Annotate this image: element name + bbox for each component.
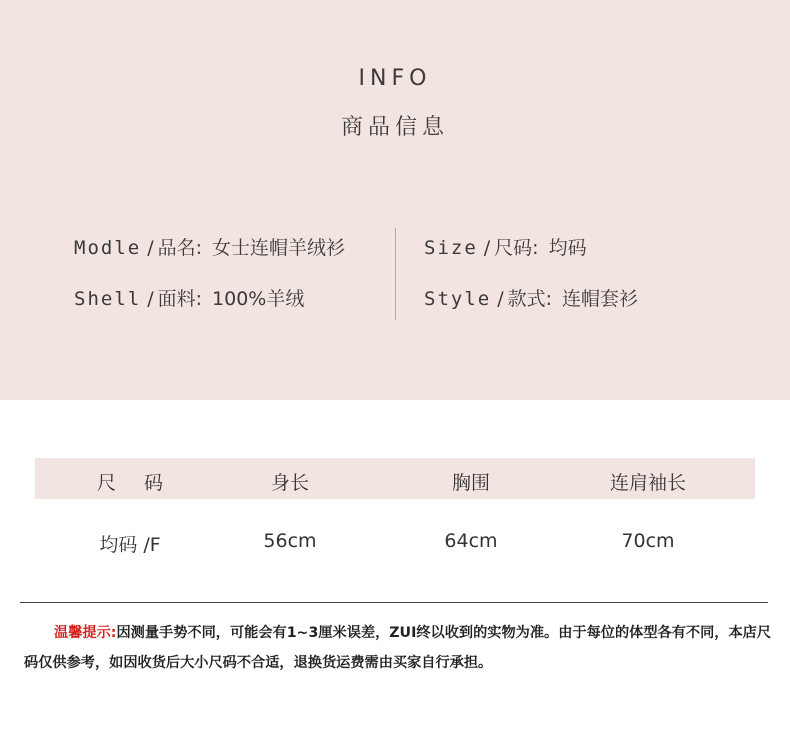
- attr-size-value: 均码: [548, 237, 587, 259]
- attr-size-separator: /: [483, 237, 491, 259]
- attr-shell: [74, 284, 304, 311]
- attr-style-en-label: Style: [424, 288, 492, 310]
- attr-shell-value: 100%羊绒: [212, 288, 305, 310]
- size-table-cell-sleeve: 70cm: [621, 530, 675, 552]
- size-table-cell-chest: 64cm: [444, 530, 498, 552]
- attr-style-separator: /: [497, 288, 504, 310]
- attr-name-zh-label: 品名:: [157, 237, 203, 259]
- attr-style-zh-label: 款式:: [507, 288, 553, 310]
- notice-text: 因测量手势不同，可能会有1~3厘米误差，ZUI终以收到的实物为准。由于每位的体型各有不同，本店尺码仅供参考，如因收货后大小尺码不合适，退换货运费需由买家自行承担。: [24, 625, 772, 671]
- attr-size: [424, 233, 587, 260]
- info-heading: INFO: [358, 66, 432, 91]
- attr-name-value: 女士连帽羊绒衫: [212, 237, 346, 259]
- size-table-header-sleeve: 连肩袖长: [609, 472, 686, 494]
- attr-size-en-label: Size: [424, 237, 478, 259]
- size-table-cell-size: 均码 /F: [99, 534, 161, 556]
- attr-shell-separator: /: [147, 288, 154, 310]
- attr-shell-zh-label: 面料:: [157, 288, 203, 310]
- attr-name-separator: /: [147, 237, 154, 259]
- attribute-column-divider: [395, 228, 396, 320]
- attr-product-name: [74, 233, 345, 260]
- attr-size-zh-label: 尺码:: [494, 237, 539, 259]
- attr-style-value: 连帽套衫: [562, 288, 639, 310]
- attr-shell-en-label: Shell: [74, 288, 142, 310]
- size-table-header-size: 尺码: [96, 472, 191, 494]
- notice-label: 温馨提示:: [54, 625, 117, 641]
- size-table-header-length: 身长: [270, 472, 309, 494]
- notice-divider: [20, 602, 768, 603]
- size-table-cell-length: 56cm: [263, 530, 317, 552]
- info-subheading: 商品信息: [340, 115, 449, 140]
- attr-style: [424, 284, 638, 311]
- attr-name-en-label: Modle: [74, 237, 142, 259]
- size-notice: [24, 618, 772, 678]
- size-table-header-chest: 胸围: [451, 472, 490, 494]
